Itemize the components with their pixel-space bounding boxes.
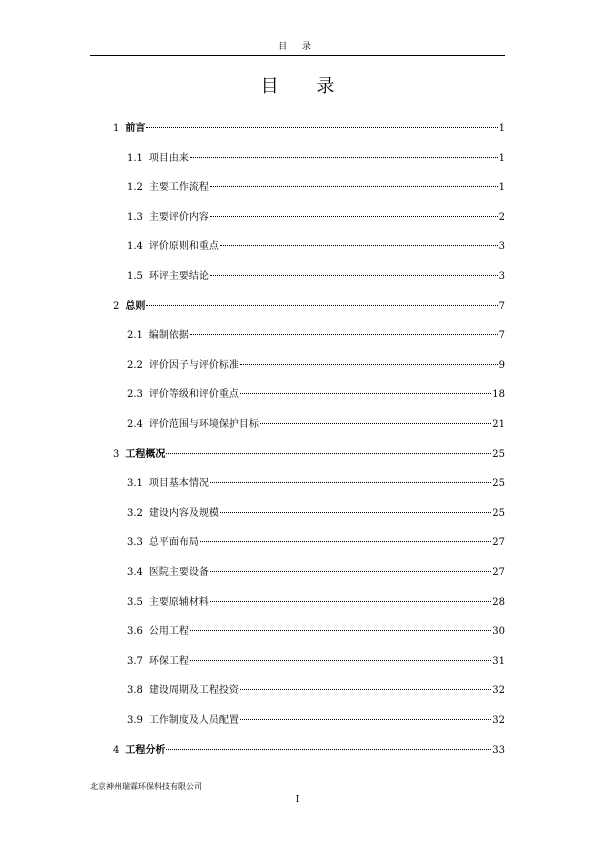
toc-entry-page: 1 — [498, 123, 505, 134]
toc-entry-number: 2.4 — [127, 419, 143, 430]
toc-entry[interactable] — [127, 714, 505, 728]
dot-leader — [166, 453, 491, 454]
toc-entry-title: 项目基本情况 — [148, 478, 209, 490]
toc-entry-page: 3 — [498, 271, 505, 282]
toc-entry-title: 评价范围与环境保护目标 — [148, 419, 259, 430]
toc-entry[interactable] — [127, 566, 505, 580]
dot-leader — [240, 364, 498, 365]
toc-entry[interactable] — [127, 152, 505, 166]
toc-entry[interactable] — [127, 388, 505, 402]
toc-entry-page: 9 — [498, 359, 505, 371]
toc-entry-page: 33 — [492, 744, 505, 756]
toc-entry-number: 3.3 — [127, 537, 143, 549]
toc-entry[interactable] — [127, 536, 505, 550]
toc-entry-title: 评价原则和重点 — [148, 241, 219, 253]
toc-entry-title: 项目由来 — [148, 152, 189, 164]
toc-entry[interactable] — [127, 329, 505, 343]
toc-entry-page: 30 — [492, 626, 505, 638]
toc-entry-number: 2 — [113, 300, 120, 312]
toc-entry[interactable] — [127, 684, 505, 698]
toc-entry-number: 2.2 — [127, 359, 143, 371]
toc-entry[interactable] — [127, 625, 505, 639]
dot-leader — [210, 275, 498, 276]
toc-entry-page: 1 — [498, 152, 505, 164]
toc-entry-title: 主要工作流程 — [148, 182, 209, 194]
toc-entry[interactable] — [127, 655, 505, 669]
dot-leader — [146, 127, 497, 128]
toc-entry-number: 3.6 — [127, 626, 143, 638]
toc-entry-number: 2.3 — [127, 389, 143, 401]
toc-entry[interactable] — [127, 211, 505, 225]
dot-leader — [166, 749, 491, 750]
toc-entry-title: 编制依据 — [148, 330, 189, 342]
toc-entry-title: 工程分析 — [125, 744, 166, 756]
dot-leader — [210, 482, 491, 483]
toc-entry-title: 工作制度及人员配置 — [148, 715, 239, 726]
toc-entry-title: 环保工程 — [148, 655, 189, 667]
toc-entry-page: 32 — [492, 715, 505, 726]
toc-entry[interactable] — [127, 418, 505, 432]
toc-entry-title: 前言 — [125, 123, 146, 134]
toc-entry-number: 3.4 — [127, 567, 143, 578]
toc-entry-number: 3.9 — [127, 715, 143, 726]
toc-entry-page: 31 — [492, 655, 505, 667]
toc-entry-title: 主要原辅材料 — [148, 596, 209, 608]
toc-entry[interactable] — [127, 240, 505, 254]
toc-entry[interactable] — [113, 448, 505, 462]
toc-entry[interactable] — [113, 744, 505, 758]
toc-entry-page: 3 — [498, 241, 505, 253]
toc-entry-number: 3.8 — [127, 685, 143, 697]
toc-entry-title: 医院主要设备 — [148, 567, 209, 578]
toc-entry-number: 3.7 — [127, 655, 143, 667]
toc-entry-title: 建设内容及规模 — [148, 507, 219, 519]
dot-leader — [210, 571, 491, 572]
toc-entry[interactable] — [127, 359, 505, 373]
toc-entry-number: 1.3 — [127, 211, 143, 223]
dot-leader — [210, 216, 498, 217]
toc-entry-number: 3.5 — [127, 596, 143, 608]
toc-entry-number: 1 — [113, 123, 120, 134]
page-number: I — [295, 795, 300, 805]
toc-entry-page: 25 — [492, 448, 505, 460]
dot-leader — [200, 541, 491, 542]
toc-entry-title: 工程概况 — [125, 448, 166, 460]
toc-entry-number: 3.1 — [127, 478, 143, 490]
toc-entry[interactable] — [127, 270, 505, 284]
toc-entry-number: 1.4 — [127, 241, 143, 253]
toc-entry-page: 25 — [492, 507, 505, 519]
toc-entry-page: 7 — [498, 300, 505, 312]
toc-entry-page: 21 — [492, 419, 505, 430]
footer-company: 北京神州瑞霖环保科技有限公司 — [90, 782, 202, 791]
dot-leader — [190, 630, 491, 631]
toc-entry[interactable] — [127, 596, 505, 610]
toc-entry-number: 1.5 — [127, 271, 143, 282]
toc-entry-title: 评价等级和评价重点 — [148, 389, 239, 401]
toc-entry-page: 18 — [492, 389, 505, 401]
toc-entry-page: 25 — [492, 478, 505, 490]
dot-leader — [220, 512, 491, 513]
toc-entry[interactable] — [127, 507, 505, 521]
dot-leader — [220, 245, 498, 246]
toc-entry-title: 总则 — [125, 300, 146, 312]
toc-entry-number: 3.2 — [127, 507, 143, 519]
toc-entry-title: 评价因子与评价标准 — [148, 359, 239, 371]
dot-leader — [240, 393, 491, 394]
toc-entry-number: 1.2 — [127, 182, 143, 194]
dot-leader — [210, 601, 491, 602]
toc-entry[interactable] — [113, 122, 505, 136]
toc-entry-page: 7 — [498, 330, 505, 342]
dot-leader — [146, 305, 497, 306]
dot-leader — [260, 423, 491, 424]
dot-leader — [190, 157, 498, 158]
toc-entry-number: 4 — [113, 744, 120, 756]
toc-entry-page: 27 — [492, 537, 505, 549]
dot-leader — [240, 719, 491, 720]
toc-entry-title: 公用工程 — [148, 626, 189, 638]
toc-entry-number: 2.1 — [127, 330, 143, 342]
toc-entry-page: 32 — [492, 685, 505, 697]
toc-entry[interactable] — [127, 181, 505, 195]
toc-entry-number: 3 — [113, 448, 120, 460]
toc-entry-page: 2 — [498, 211, 505, 223]
dot-leader — [190, 334, 498, 335]
page-title: 目 录 — [260, 76, 335, 97]
toc-entry-title: 总平面布局 — [148, 537, 199, 549]
toc-entry-number: 1.1 — [127, 152, 143, 164]
toc-entry-title: 环评主要结论 — [148, 271, 209, 282]
toc-entry[interactable] — [127, 477, 505, 491]
toc-entry-page: 1 — [498, 182, 505, 194]
toc-entry-page: 27 — [492, 567, 505, 578]
toc-entry-title: 主要评价内容 — [148, 211, 209, 223]
toc-entry[interactable] — [113, 300, 505, 314]
dot-leader — [210, 186, 498, 187]
dot-leader — [190, 660, 491, 661]
running-header: 目 录 — [90, 39, 505, 56]
toc-entry-title: 建设周期及工程投资 — [148, 685, 239, 697]
dot-leader — [240, 689, 491, 690]
toc-entry-page: 28 — [492, 596, 505, 608]
